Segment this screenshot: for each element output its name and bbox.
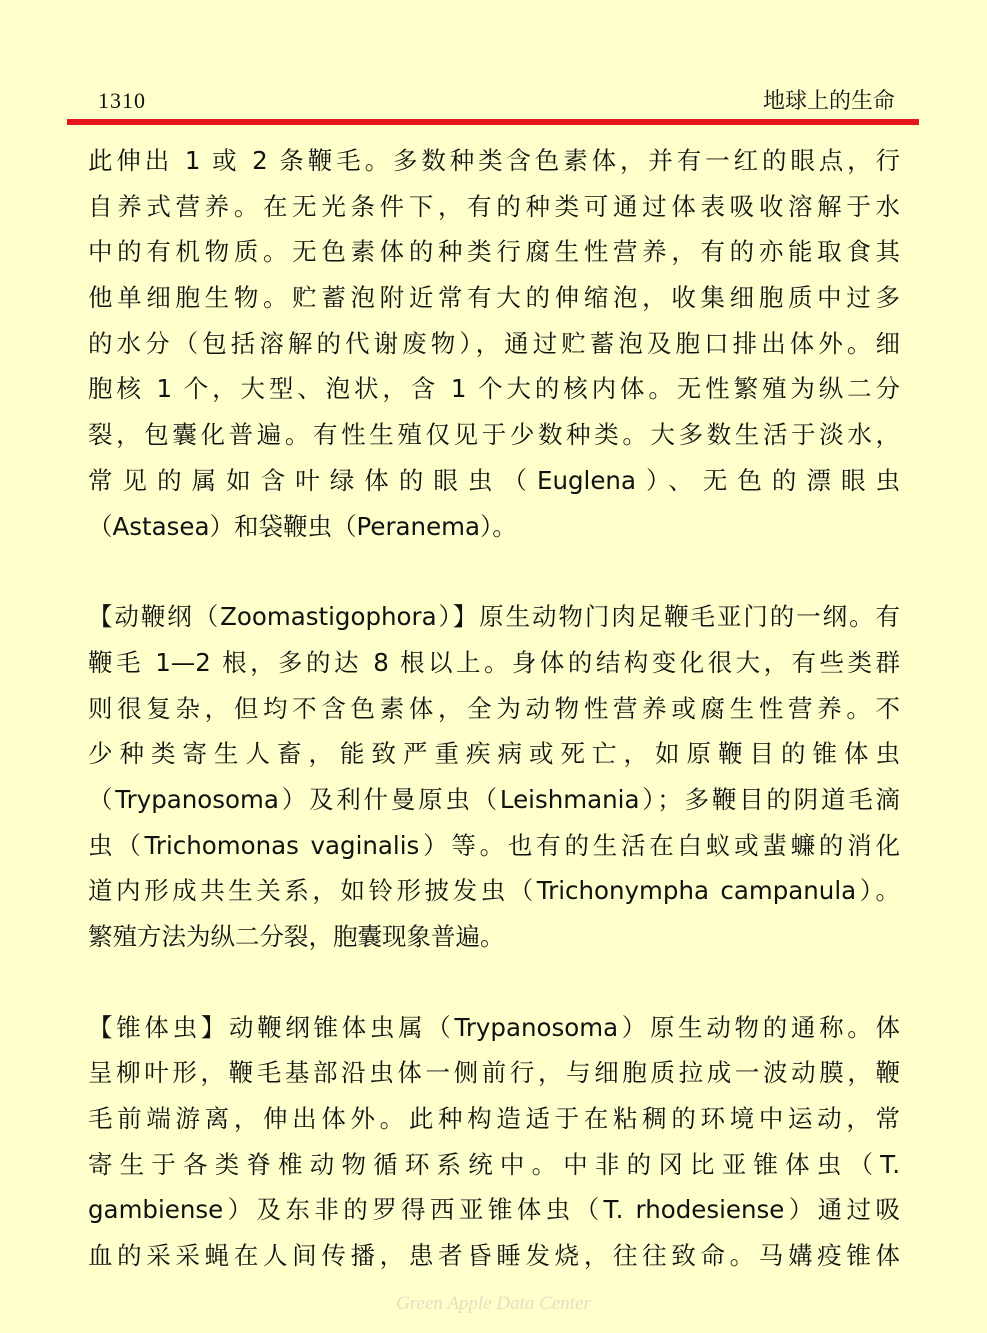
text-line: gambiense）及东非的罗得西亚锥体虫（T. rhodesiense）通过吸	[88, 1195, 900, 1225]
text-line: 鞭毛 1—2 根，多的达 8 根以上。身体的结构变化很大，有些类群	[88, 647, 900, 677]
text-line: 寄生于各类脊椎动物循环系统中。中非的冈比亚锥体虫（T.	[88, 1149, 900, 1179]
text-line: 中的有机物质。无色素体的种类行腐生性营养，有的亦能取食其	[88, 237, 900, 267]
entry-trypanosoma	[88, 1005, 900, 1279]
text-line: 繁殖方法为纵二分裂，胞囊现象普遍。	[88, 922, 505, 951]
watermark: Green Apple Data Center	[396, 1293, 591, 1314]
text-line: 他单细胞生物。贮蓄泡附近常有大的伸缩泡，收集细胞质中过多	[88, 283, 900, 313]
entry-zoomastigophora	[88, 594, 900, 960]
body-text	[88, 138, 900, 1279]
text-line: 【动鞭纲（Zoomastigophora）】原生动物门肉足鞭毛亚门的一纲。有	[88, 602, 900, 632]
text-line: 道内形成共生关系，如铃形披发虫（Trichonympha campanula）。	[88, 876, 900, 906]
text-line: （Astasea）和袋鞭虫（Peranema）。	[88, 511, 517, 541]
header-rule	[67, 119, 919, 125]
running-title: 地球上的生命	[762, 89, 895, 114]
text-line: 毛前端游离，伸出体外。此种构造适于在粘稠的环境中运动，常	[88, 1104, 900, 1134]
text-line: 裂，包囊化普遍。有性生殖仅见于少数种类。大多数生活于淡水，	[88, 420, 900, 450]
text-line: 少种类寄生人畜，能致严重疾病或死亡，如原鞭目的锥体虫	[88, 739, 900, 769]
page-number: 1310	[98, 88, 146, 113]
text-line: （Trypanosoma）及利什曼原虫（Leishmania）；多鞭目的阴道毛滴	[88, 784, 900, 814]
text-line: 胞核 1 个，大型、泡状，含 1 个大的核内体。无性繁殖为纵二分	[88, 374, 900, 404]
text-line: 的水分（包括溶解的代谢废物），通过贮蓄泡及胞口排出体外。细	[88, 328, 900, 358]
text-line: 血的采采蝇在人间传播，患者昏睡发烧，往往致命。马媾疫锥体	[88, 1241, 900, 1271]
text-line: 呈柳叶形，鞭毛基部沿虫体一侧前行，与细胞质拉成一波动膜，鞭	[88, 1058, 900, 1088]
text-line: 虫（Trichomonas vaginalis）等。也有的生活在白蚁或蜚蠊的消化	[88, 830, 900, 860]
text-line: 自养式营养。在无光条件下，有的种类可通过体表吸收溶解于水	[88, 191, 900, 221]
text-line: 此伸出 1 或 2 条鞭毛。多数种类含色素体，并有一红的眼点，行	[88, 146, 900, 175]
text-line: 则很复杂，但均不含色素体，全为动物性营养或腐生性营养。不	[88, 693, 900, 723]
text-line: 【锥体虫】动鞭纲锥体虫属（Trypanosoma）原生动物的通称。体	[88, 1012, 900, 1042]
text-line: 常见的属如含叶绿体的眼虫（Euglena）、无色的漂眼虫	[88, 465, 900, 495]
paragraph-euglena-continued	[88, 138, 900, 549]
